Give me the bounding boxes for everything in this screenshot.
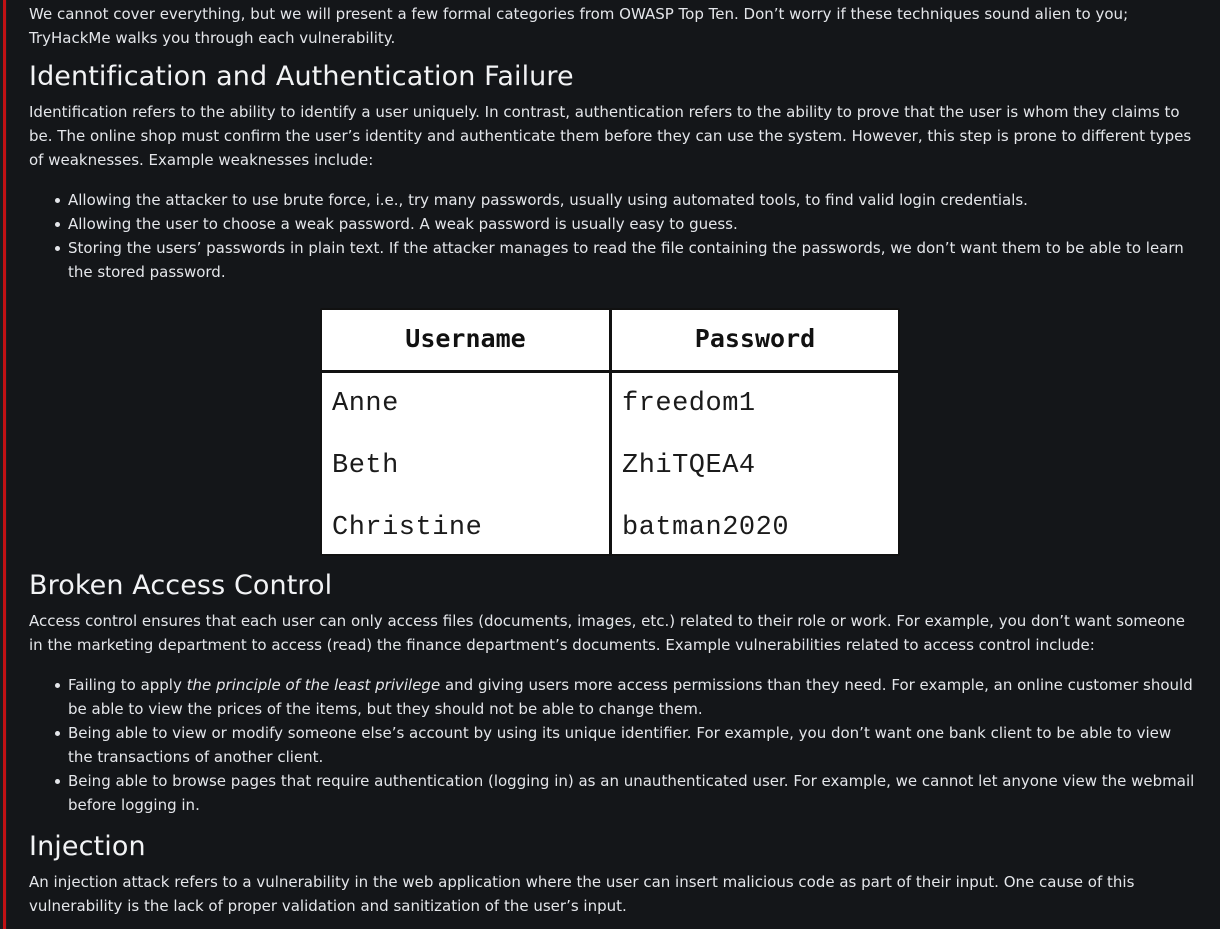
username-cell: Beth	[332, 451, 399, 481]
username-cell: Christine	[332, 513, 483, 543]
heading-broken-access-control: Broken Access Control	[29, 570, 333, 601]
list-item: Allowing the user to choose a weak password. A weak password is usually easy to guess.	[68, 212, 1199, 236]
identification-weakness-list	[29, 188, 1199, 284]
username-cell: Anne	[332, 389, 399, 419]
list-item: Storing the users’ passwords in plain text. If the attacker manages to read the file containing the passwords, we don’t want them to be able to learn the stored password.	[68, 236, 1199, 284]
left-accent-bar	[0, 0, 7, 929]
list-item: Allowing the attacker to use brute force, i.e., try many passwords, usually using automated tools, to find valid login credentials.	[68, 188, 1199, 212]
password-cell: freedom1	[622, 389, 756, 419]
least-privilege-emphasis: the principle of the least privilege	[186, 676, 441, 694]
intro-paragraph: We cannot cover everything, but we will present a few formal categories from OWASP Top Ten. Don’t worry if these techniques sound alien to you; TryHackMe walks you through each vulnerability.	[29, 5, 1129, 47]
identification-paragraph: Identification refers to the ability to identify a user uniquely. In contrast, authentication refers to the ability to prove that the user is whom they claims to be. The online shop must confirm the user’s identity and authenticate them before they can use the system. However, this step is prone to different types of weaknesses. Example weaknesses include:	[29, 103, 1192, 169]
access-control-vulnerability-list	[29, 673, 1199, 817]
password-column-header: Password	[694, 324, 816, 353]
username-column-header: Username	[405, 324, 526, 353]
list-item: Being able to view or modify someone else’s account by using its unique identifier. For example, you don’t want one bank client to be able to view the transactions of another client.	[68, 721, 1199, 769]
list-item: Being able to browse pages that require authentication (logging in) as an unauthenticated user. For example, we cannot let anyone view the webmail before logging in.	[68, 769, 1199, 817]
password-cell: ZhiTQEA4	[622, 451, 756, 481]
header-divider	[322, 370, 898, 373]
heading-identification-authentication: Identification and Authentication Failure	[29, 61, 574, 92]
password-cell: batman2020	[622, 513, 790, 543]
access-control-paragraph: Access control ensures that each user can only access files (documents, images, etc.) related to their role or work. For example, you don’t want someone in the marketing department to access (read) the finance department’s documents. Example vulnerabilities related to access control include:	[29, 612, 1186, 654]
list-item	[68, 673, 1199, 721]
injection-paragraph: An injection attack refers to a vulnerability in the web application where the user can insert malicious code as part of their input. One cause of this vulnerability is the lack of proper validation and sanitization of the user’s input.	[29, 873, 1135, 915]
plaintext-password-table-illustration	[320, 308, 900, 556]
bullet-text-post: and giving users more access permissions than they need. For example, an online customer should be able to view the prices of the items, but they should not be able to change them.	[68, 676, 1193, 718]
bullet-text-pre: Failing to apply	[68, 676, 187, 694]
heading-injection: Injection	[29, 831, 146, 862]
